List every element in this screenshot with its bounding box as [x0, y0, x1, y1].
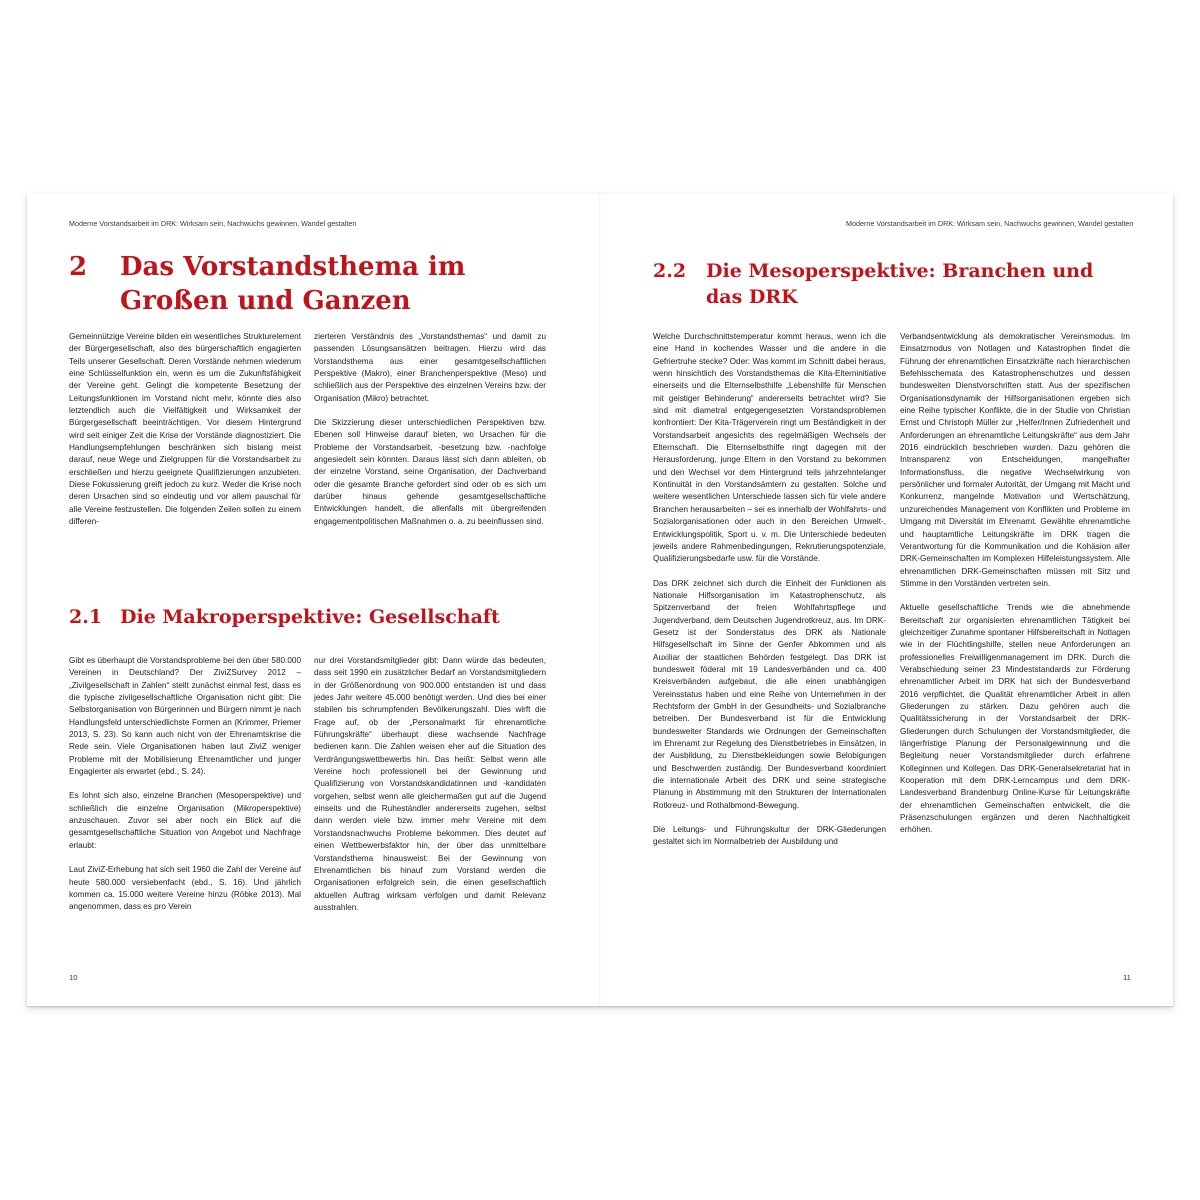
paragraph: zierteren Verständnis des „Vorstandsthemas“ und damit zu passenden Lösungsansätzen beitragen. Hierzu wird das Vorstandsthema aus einer gesamtgesellschaftlichen Perspektive (Makro), einer Branchenperspektive (Meso) und schließlich aus der Perspektive des einzelnen Vereins bzw. der Organisation (Mikro) betrachtet. — [314, 332, 546, 403]
running-head: Moderne Vorstandsarbeit im DRK: Wirksam sein, Nachwuchs gewinnen, Wandel gestalten — [846, 219, 1134, 228]
left-page — [27, 194, 600, 1006]
section-number: 2.2 — [653, 260, 687, 282]
chapter-title: Das Vorstandsthema im Großen und Ganzen — [120, 252, 466, 316]
right-page — [600, 194, 1173, 1006]
paragraph: Gibt es überhaupt die Vorstandsprobleme bei den über 580.000 Vereinen in Deutschland? Der ZiviZSurvey 2012 – „Zivilgesellschaft in Zahlen“ stellt zunächst einmal fest, dass es die typische zivilgesellschaftliche Organisation nicht gibt: Die Selbstorganisation von Bürgerinnen und Bürgern nimmt je nach Handlungsfeld unterschiedlichste Formen an (Krimmer, Priemer 2013, S. 23). So kann auch nicht von der Ehrenamtskrise die Rede sein. Viele Organisationen haben laut ZiviZ weniger Probleme mit der Mobilisierung Ehrenamtlicher und junger Engagierter als erwartet (ebd., S. 24). — [69, 656, 301, 777]
paragraph: Das DRK zeichnet sich durch die Einheit der Funktionen als Nationale Hilfsorganisation im Katastrophenschutz, als Spitzenverband der freien Wohlfahrtspflege und Jugendverband, dem Deutschen Jugendrotkreuz, aus. Im DRK-Gesetz ist der Sonderstatus des DRK als Nationale Hilfsgesellschaft im Sinne der Genfer Abkommen und als Auxiliar der staatlichen Behörden festgelegt. Das DRK ist bundesweit föderal mit 19 Landesverbänden und ca. 400 Kreisverbänden aufgebaut, die alle einen unabhängigen Vereinsstatus haben und eine Reihe von Unternehmen in der Rechtsform der GmbH in der Gesundheits- und Sozialbranche betreiben. Der Bundesverband ist für die Entwicklung bundesweiter Standards wie Ordnungen der Gemeinschaften im Ehrenamt zur Regelung des Dienstbetriebes in Einsätzen, in der Ausbildung, zu Dienstbekleidungen sowie Belobigungen und Beschwerden zuständig. Der Bundesverband koordiniert die internationale Arbeit des DRK und seine strategische Planung in Abstimmung mit den Strukturen der Internationalen Rotkreuz- und Rothalbmond-Bewegung. — [653, 578, 886, 810]
paragraph: Verbandsentwicklung als demokratischer Vereinsmodus. Im Einsatzmodus von Notlagen und Katastrophen findet die Führung der ehrenamtlichen Einsatzkräfte nach hierarchischen Befehlsschemata des Katastrophenschutzes und dessen bundesweiten Dienstvorschriften statt. Aus der spezifischen Organisationsdynamik der Hilfsorganisationen ergeben sich eine Reihe typischer Konflikte, die in der Studie von Christian Ernst und Christoph Müller zur „Helfer/Innen Zufriedenheit und Anforderungen an ehrenamtliche Leitungskräfte“ aus dem Jahr 2016 eindrücklich beschrieben wurden. Dazu gehören die Intransparenz von Entscheidungen, mangelhafter Informationsfluss, die negative Wechselwirkung von persönlicher und formaler Autorität, der Umgang mit Macht und Konkurrenz, mangelnde Motivation und Wertschätzung, unzureichendes Management von Konflikten und Probleme im Umgang mit Diversität im Ehrenamt. Gewählte ehrenamtliche und hauptamtliche Leitungskräfte im DRK tragen die Verantwortung für die Kommunikation und die Kohäsion aller DRK-Gemeinschaften im Komplexen Hilfeleistungssystem. Alle ehrenamtlichen DRK-Gemeinschaften müssen mit Sitz und Stimme in den Vorständen vertreten sein. — [900, 332, 1130, 588]
chapter-number: 2 — [69, 252, 88, 282]
section-number: 2.1 — [69, 606, 103, 628]
page-number: 10 — [69, 973, 78, 982]
paragraph: Laut ZiviZ-Erhebung hat sich seit 1960 die Zahl der Vereine auf heute 580.000 versiebenfacht (ebd., S. 16). Und jährlich kommen ca. 15.000 weitere Vereine hinzu (Röbke 2013). Mal angenommen, dass es pro Verein — [69, 865, 301, 912]
section-column-2 — [314, 655, 546, 914]
paragraph: Gemeinnützige Vereine bilden ein wesentliches Strukturelement der Bürgergesellschaft, also des bürgerschaftlich engagierten Teils unserer Gesellschaft. Deren Vorstände nehmen wiederum eine Schlüsselfunktion ein, wenn es um die Zukunftsfähigkeit der Vereine geht. Gelingt die kompetente Besetzung der Leitungsfunktionen im Vorstand nicht mehr, könnte dies also letztendlich auch die Vielfältigkeit und Wirksamkeit der Bürgergesellschaft beeinträchtigen. Vor diesem Hintergrund wird seit einiger Zeit die Krise der Vorstände diagnostiziert. Die Handlungsempfehlungen beschränken sich bislang meist darauf, neue Wege und Zielgruppen für die Vorstandsarbeit zu erschließen und hierzu geeignete Qualifizierungen anzubieten. Diese Fokussierung greift jedoch zu kurz. Weder die Krise noch deren Ursachen sind so eindeutig und vor allem pauschal für alle Vereine festzustellen. Die folgenden Zeilen sollen zu einem differen- — [69, 332, 301, 527]
paragraph: Aktuelle gesellschaftliche Trends wie die abnehmende Bereitschaft zur organisierten ehrenamtlichen Tätigkeit bei gleichzeitiger Zunahme spontaner Hilfsbereitschaft in Notlagen wie in der Flüchtlingshilfe, stellen neue Anforderungen an professionelles Freiwilligenmanagement im DRK. Durch die Verabschiedung seiner 23 Mindeststandards zur Förderung ehrenamtlicher Arbeit im DRK hat sich der Bundesverband 2016 verpflichtet, die Qualität ehrenamtlicher Arbeit in allen Gliederungen zu stärken. Dazu gehören auch die Qualitätssicherung in der Vorstandsarbeit der DRK-Gliederungen durch Schulungen der Vorstandsmitglieder, die längerfristige Planung der Personalgewinnung und die Begleitung neuer Vorstandsmitglieder durch erfahrene Kolleginnen und Kollegen. Das DRK-Generalsekretariat hat in Kooperation mit dem DRK-Lerncampus und dem DRK-Landesverband Brandenburg Online-Kurse für Leitungskräfte der ehrenamtlichen Gemeinschaften entwickelt, die die Präsenzschulungen ergänzen und deren Nachhaltigkeit erhöhen. — [900, 603, 1130, 835]
intro-column-1 — [69, 331, 301, 529]
right-column-2 — [900, 331, 1130, 837]
paragraph: Die Leitungs- und Führungskultur der DRK-Gliederungen gestaltet sich im Normalbetrieb der Ausbildung und — [653, 825, 886, 847]
intro-column-2 — [314, 331, 546, 528]
right-column-1 — [653, 331, 886, 849]
book-spread — [27, 194, 1173, 1006]
page-number: 11 — [1123, 973, 1131, 982]
paragraph: nur drei Vorstandsmitglieder gibt: Dann würde das bedeuten, dass seit 1990 ein zusätzlicher Bedarf an Vorstandsmitgliedern in der Größenordnung von 900.000 entstanden ist und dass jedes Jahr weitere 45.000 benötigt werden. Und dies bei einer stabilen bis schrumpfenden Bevölkerungszahl. Dies wirft die Frage auf, ob der „Personalmarkt für ehrenamtliche Führungskräfte“ überhaupt diese wachsende Nachfrage bedienen kann. Die Zahlen weisen eher auf die Situation des Verdrängungswettbewerbs hin. Das heißt: Selbst wenn alle Vereine hoch professionell bei der Gewinnung und Qualifizierung von Vorstandskandidatinnen und -kandidaten vorgehen, selbst wenn alle gleichermaßen gut auf die Jugend einseits und die Ruheständler andererseits zugehen, selbst dann werden viele bzw. immer mehr Vereine mit dem Vorstandsnachwuchs Probleme bekommen. Dies deutet auf einen Wettbewerbsfaktor hin, der über das unmittelbare Vorstandsthema hinausweist: Bei der Gewinnung von Ehrenamtlichen bis hinauf zum Vorstand werden die Organisationen erfolgreich sein, die einen gesellschaftlich aktuellen Auftrag wirksam verfolgen und damit Relevanz ausstrahlen. — [314, 656, 546, 912]
section-title: Die Makroperspektive: Gesellschaft — [120, 606, 500, 628]
paragraph: Die Skizzierung dieser unterschiedlichen Perspektiven bzw. Ebenen soll Hinweise darauf bieten, wo Ursachen für die Probleme der Vorstandsarbeit, -besetzung bzw. -nachfolge angesiedelt sein könnten. Daraus lässt sich dann ableiten, ob der einzelne Vorstand, seine Organisation, der Dachverband oder die gesamte Branche gefordert sind oder ob es sich um darüber hinaus gehende gesamtgesellschaftliche Entwicklungen handelt, die allenfalls mit übergreifenden engagementpolitischen Maßnahmen o. a. zu beeinflussen sind. — [314, 418, 546, 526]
section-column-1 — [69, 655, 301, 914]
running-head: Moderne Vorstandsarbeit im DRK: Wirksam sein, Nachwuchs gewinnen, Wandel gestalten — [69, 219, 357, 228]
section-title: Die Mesoperspektive: Branchen und das DRK — [706, 260, 1094, 308]
paragraph: Es lohnt sich also, einzelne Branchen (Mesoperspektive) und schließlich die einzelne Organisation (Mikroperspektive) anzuschauen. Zuvor sei aber noch ein Blick auf die gesamtgesellschaftliche Situation von Angebot und Nachfrage erlaubt: — [69, 791, 301, 850]
paragraph: Welche Durchschnittstemperatur kommt heraus, wenn ich die eine Hand in kochendes Wasser und die andere in die Gefriertruhe stecke? Oder: Was kommt im Schnitt dabei heraus, wenn hinsichtlich des Vorstandsthemas die Kita-Elterninitiative einerseits und die Elternselbsthilfe „Lebenshilfe für Menschen mit geistiger Behinderung“ andererseits betrachtet wird? Sie sind mit diametral entgegengesetzten Vorstandsproblemen konfrontiert: Der Kita-Trägerverein ringt um Beständigkeit in der Vorstandsarbeit angesichts des regelmäßigen Wechsels der Elternschaft. Die Elternselbsthilfe ringt dagegen mit der Herausforderung, junge Eltern in den Vorstand zu bekommen und den Wechsel vor dem Hintergrund teils jahrzehntelanger Kontinuität in den Vorstandsämtern zu gestalten. Solche und weitere wesentlichen Unterschiede lassen sich für viele andere Branchen herausarbeiten – sei es innerhalb der Wohlfahrts- und Sozialorganisationen oder auch in den Bereichen Umwelt-, Entwicklungspolitik, Sport u. v. m. Die Unterschiede bedeuten jeweils andere Rahmenbedingungen, Rekrutierungspotenziale, Qualifizierungsbedarfe usw. für die Vorstände. — [653, 332, 886, 564]
